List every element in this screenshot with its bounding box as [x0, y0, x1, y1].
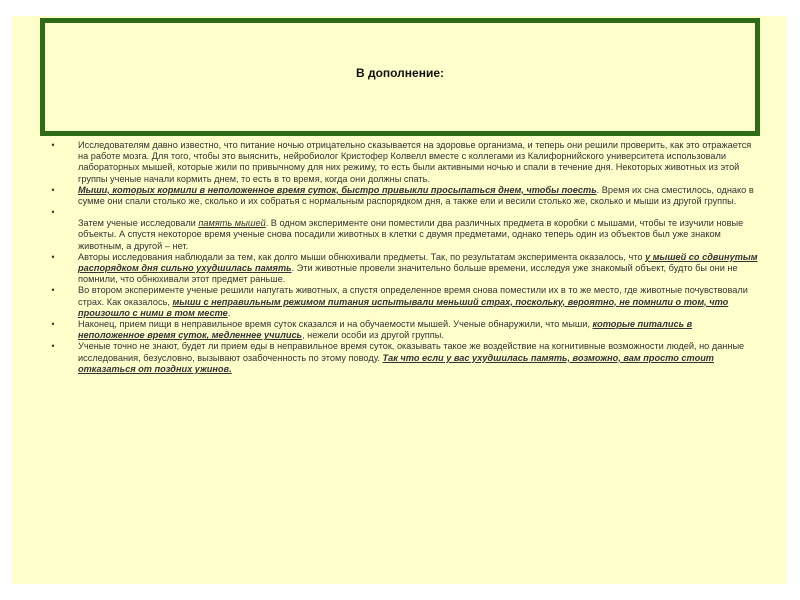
bullet-item-7 — [48, 341, 760, 375]
highlighted-term: память мышей — [198, 218, 266, 229]
highlighted-text: которые питались в неположенное время суток, медленнее учились — [78, 319, 693, 341]
slide — [12, 16, 786, 584]
bullet-icon: • — [51, 285, 55, 296]
bullet-icon: • — [51, 184, 55, 195]
paragraph-text: Наконец, прием пищи в неправильное время суток сказался и на обучаемости мышей. Ученые обнаружили, что мыши, — [78, 319, 593, 330]
paragraph-text: , нежели особи из другой группы. — [302, 330, 444, 341]
title-frame — [40, 18, 760, 136]
paragraph-text: Ученые точно не знают, будет ли прием еды в неправильное время суток, оказывать такое же воздействие на когнитивные возможности людей, но данные исследования, безусловно, вызывают озабоченность по этому поводу. — [78, 341, 745, 363]
highlighted-text: мыши с неправильным режимом питания испытывали меньший страх, поскольку, вероятно, не помнили о том, что произошло с ними в том месте — [78, 296, 729, 318]
bullet-item-4 — [48, 252, 760, 286]
paragraph-text: Затем ученые исследовали — [78, 218, 199, 229]
bullet-item-6 — [48, 319, 760, 341]
bullet-icon: • — [51, 207, 55, 218]
paragraph-text: . В одном эксперименте они поместили два различных предмета в коробки с мышами, чтобы те изучили новые объекты. А спустя некоторое время ученые снова посадили животных в клетки с двумя предметами, однако теперь один из объектов был уже знаком животным, а другой – нет. — [78, 218, 744, 251]
slide-content — [48, 140, 760, 375]
bullet-item-1 — [48, 140, 760, 185]
paragraph-text: Авторы исследования наблюдали за тем, как долго мыши обнюхивали предметы. Так, по результатам эксперимента оказалось, что — [78, 251, 646, 262]
highlighted-text: у мышей со сдвинутым распорядком дня сильно ухудшилась память — [78, 251, 758, 274]
paragraph-text: . — [227, 307, 231, 318]
paragraph-text: . Эти животные провели значительно больше времени, исследуя уже знакомый объект, будто бы они не помнили, что обнюхивали этот предмет раньше. — [78, 263, 738, 285]
slide-title: В дополнение: — [355, 66, 445, 80]
bullet-icon: • — [51, 140, 55, 150]
bullet-item-3 — [48, 207, 760, 252]
paragraph-text: Исследователям давно известно, что питание ночью отрицательно сказывается на здоровье организма, и теперь они решили проверить, как это отражается на работе мозга. Для того, чтобы это выяснить, нейробиолог Кристофер Колвелл вместе с коллегами из Калифорнийского университета использовали лабораторных мышей, которые жили по привычному для них режиму, то есть были активными ночью и спали в течение дня. Некоторых животных из этой группы ученые начали кормить днем, то есть в то время, когда они должны спать. — [78, 140, 752, 184]
bullet-item-2 — [48, 185, 760, 207]
bullet-icon: • — [51, 341, 55, 352]
bullet-icon: • — [51, 319, 55, 330]
paragraph-text: . Время их сна сместилось, однако в сумме они спали столько же, сколько и их собратья с нормальным распорядком дня, а также ели и весили столько же, сколько и мыши из другой группы. — [78, 184, 754, 207]
bullet-item-5 — [48, 285, 760, 319]
bullet-icon: • — [51, 251, 55, 262]
paragraph-text: Во втором эксперименте ученые решили напугать животных, а спустя определенное время снова поместили их в то же место, где животные почувствовали страх. Как оказалось, — [78, 285, 748, 307]
highlighted-text: Мыши, которых кормили в неположенное время суток, быстро привыкли просыпаться днем, чтобы поесть — [78, 184, 597, 195]
blank-line — [78, 207, 760, 218]
highlighted-text: Так что если у вас ухудшилась память, возможно, вам просто стоит отказаться от поздних ужинов. — [78, 352, 714, 374]
